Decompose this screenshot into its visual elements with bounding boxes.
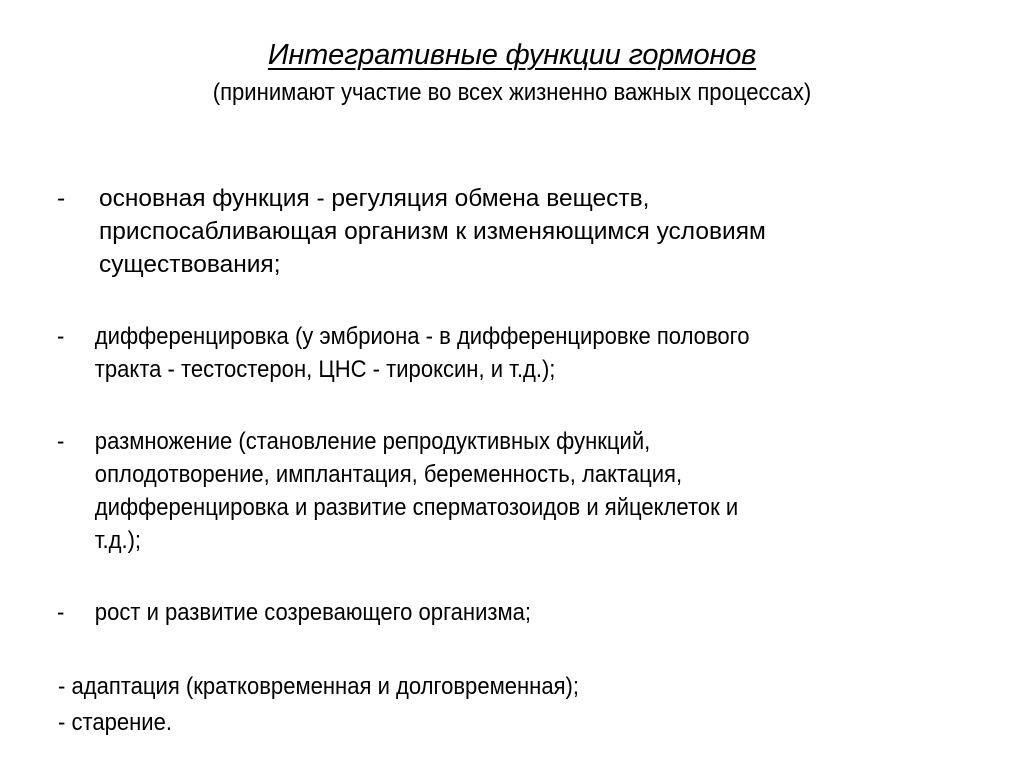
slide-title: Интегративные функции гормонов	[267, 39, 757, 71]
list-item-line: - старение.	[58, 709, 173, 736]
list-item-line: - адаптация (кратковременная и долговременная);	[58, 673, 580, 700]
list-item-line: рост и развитие созревающего организма;	[94, 599, 532, 626]
dash-marker: -	[57, 323, 65, 350]
list-item-aging	[58, 706, 172, 739]
list-item-line: дифференцировка и развитие сперматозоидов и яйцеклеток и	[94, 494, 739, 521]
list-item	[57, 425, 738, 557]
dash-marker: -	[57, 185, 66, 212]
list-item-line: т.д.);	[94, 527, 142, 554]
list-item-adaptation	[58, 670, 579, 703]
list-item-line: основная функция - регуляция обмена веществ,	[99, 185, 650, 212]
list-item	[57, 596, 531, 629]
list-item-line: тракта - тестостерон, ЦНС - тироксин, и т.д.);	[94, 356, 556, 383]
slide-subtitle: (принимают участие во всех жизненно важных процессах)	[212, 79, 812, 106]
list-item	[57, 320, 750, 386]
dash-marker: -	[57, 428, 65, 455]
list-item-line: оплодотворение, имплантация, беременность, лактация,	[94, 461, 683, 488]
dash-marker: -	[57, 599, 65, 626]
list-item-line: дифференцировка (у эмбриона - в дифференцировке полового	[94, 323, 750, 350]
list-item	[57, 182, 766, 281]
list-item-line: приспосабливающая организм к изменяющимся условиям	[99, 218, 766, 245]
list-item-line: размножение (становление репродуктивных функций,	[94, 428, 651, 455]
list-item-line: существования;	[99, 251, 281, 278]
